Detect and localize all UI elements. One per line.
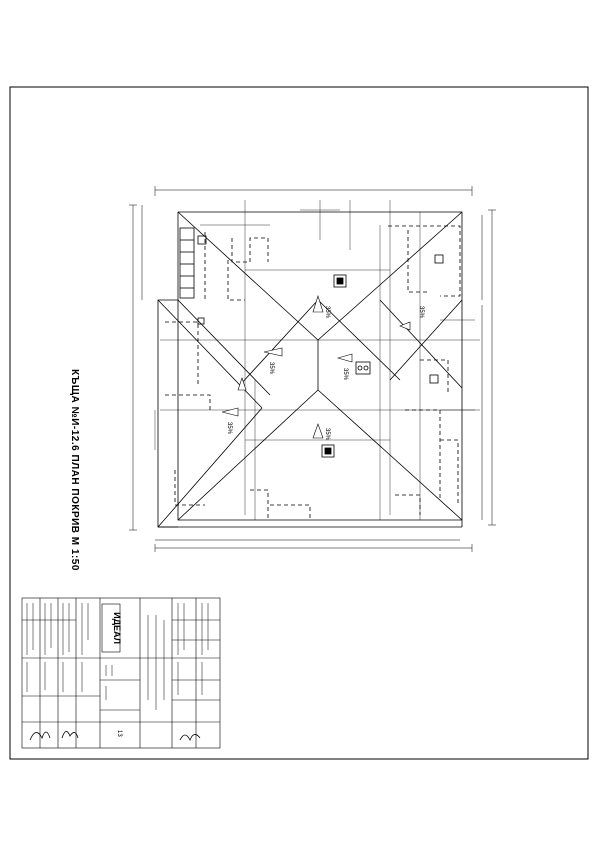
logo-text: ИДЕАЛ xyxy=(112,612,122,644)
chimneys xyxy=(198,236,443,457)
slope-arrows xyxy=(222,296,410,438)
company-logo xyxy=(102,604,122,652)
signatures xyxy=(30,731,200,740)
slope-label: 35% xyxy=(324,428,330,441)
sheet-number: 13 xyxy=(116,730,122,737)
drawing-title: КЪЩА №И-12.6 ПЛАН ПОКРИВ М 1:50 xyxy=(69,369,80,571)
grid-lines xyxy=(155,200,480,520)
slope-label: 35% xyxy=(268,362,274,375)
slope-label: 35% xyxy=(418,306,424,319)
slope-label: 35% xyxy=(226,422,232,435)
roof-hips xyxy=(158,212,462,527)
slope-labels xyxy=(226,306,424,441)
roof-outline xyxy=(158,212,462,527)
slope-label: 35% xyxy=(342,368,348,381)
slope-label: 35% xyxy=(324,306,330,319)
